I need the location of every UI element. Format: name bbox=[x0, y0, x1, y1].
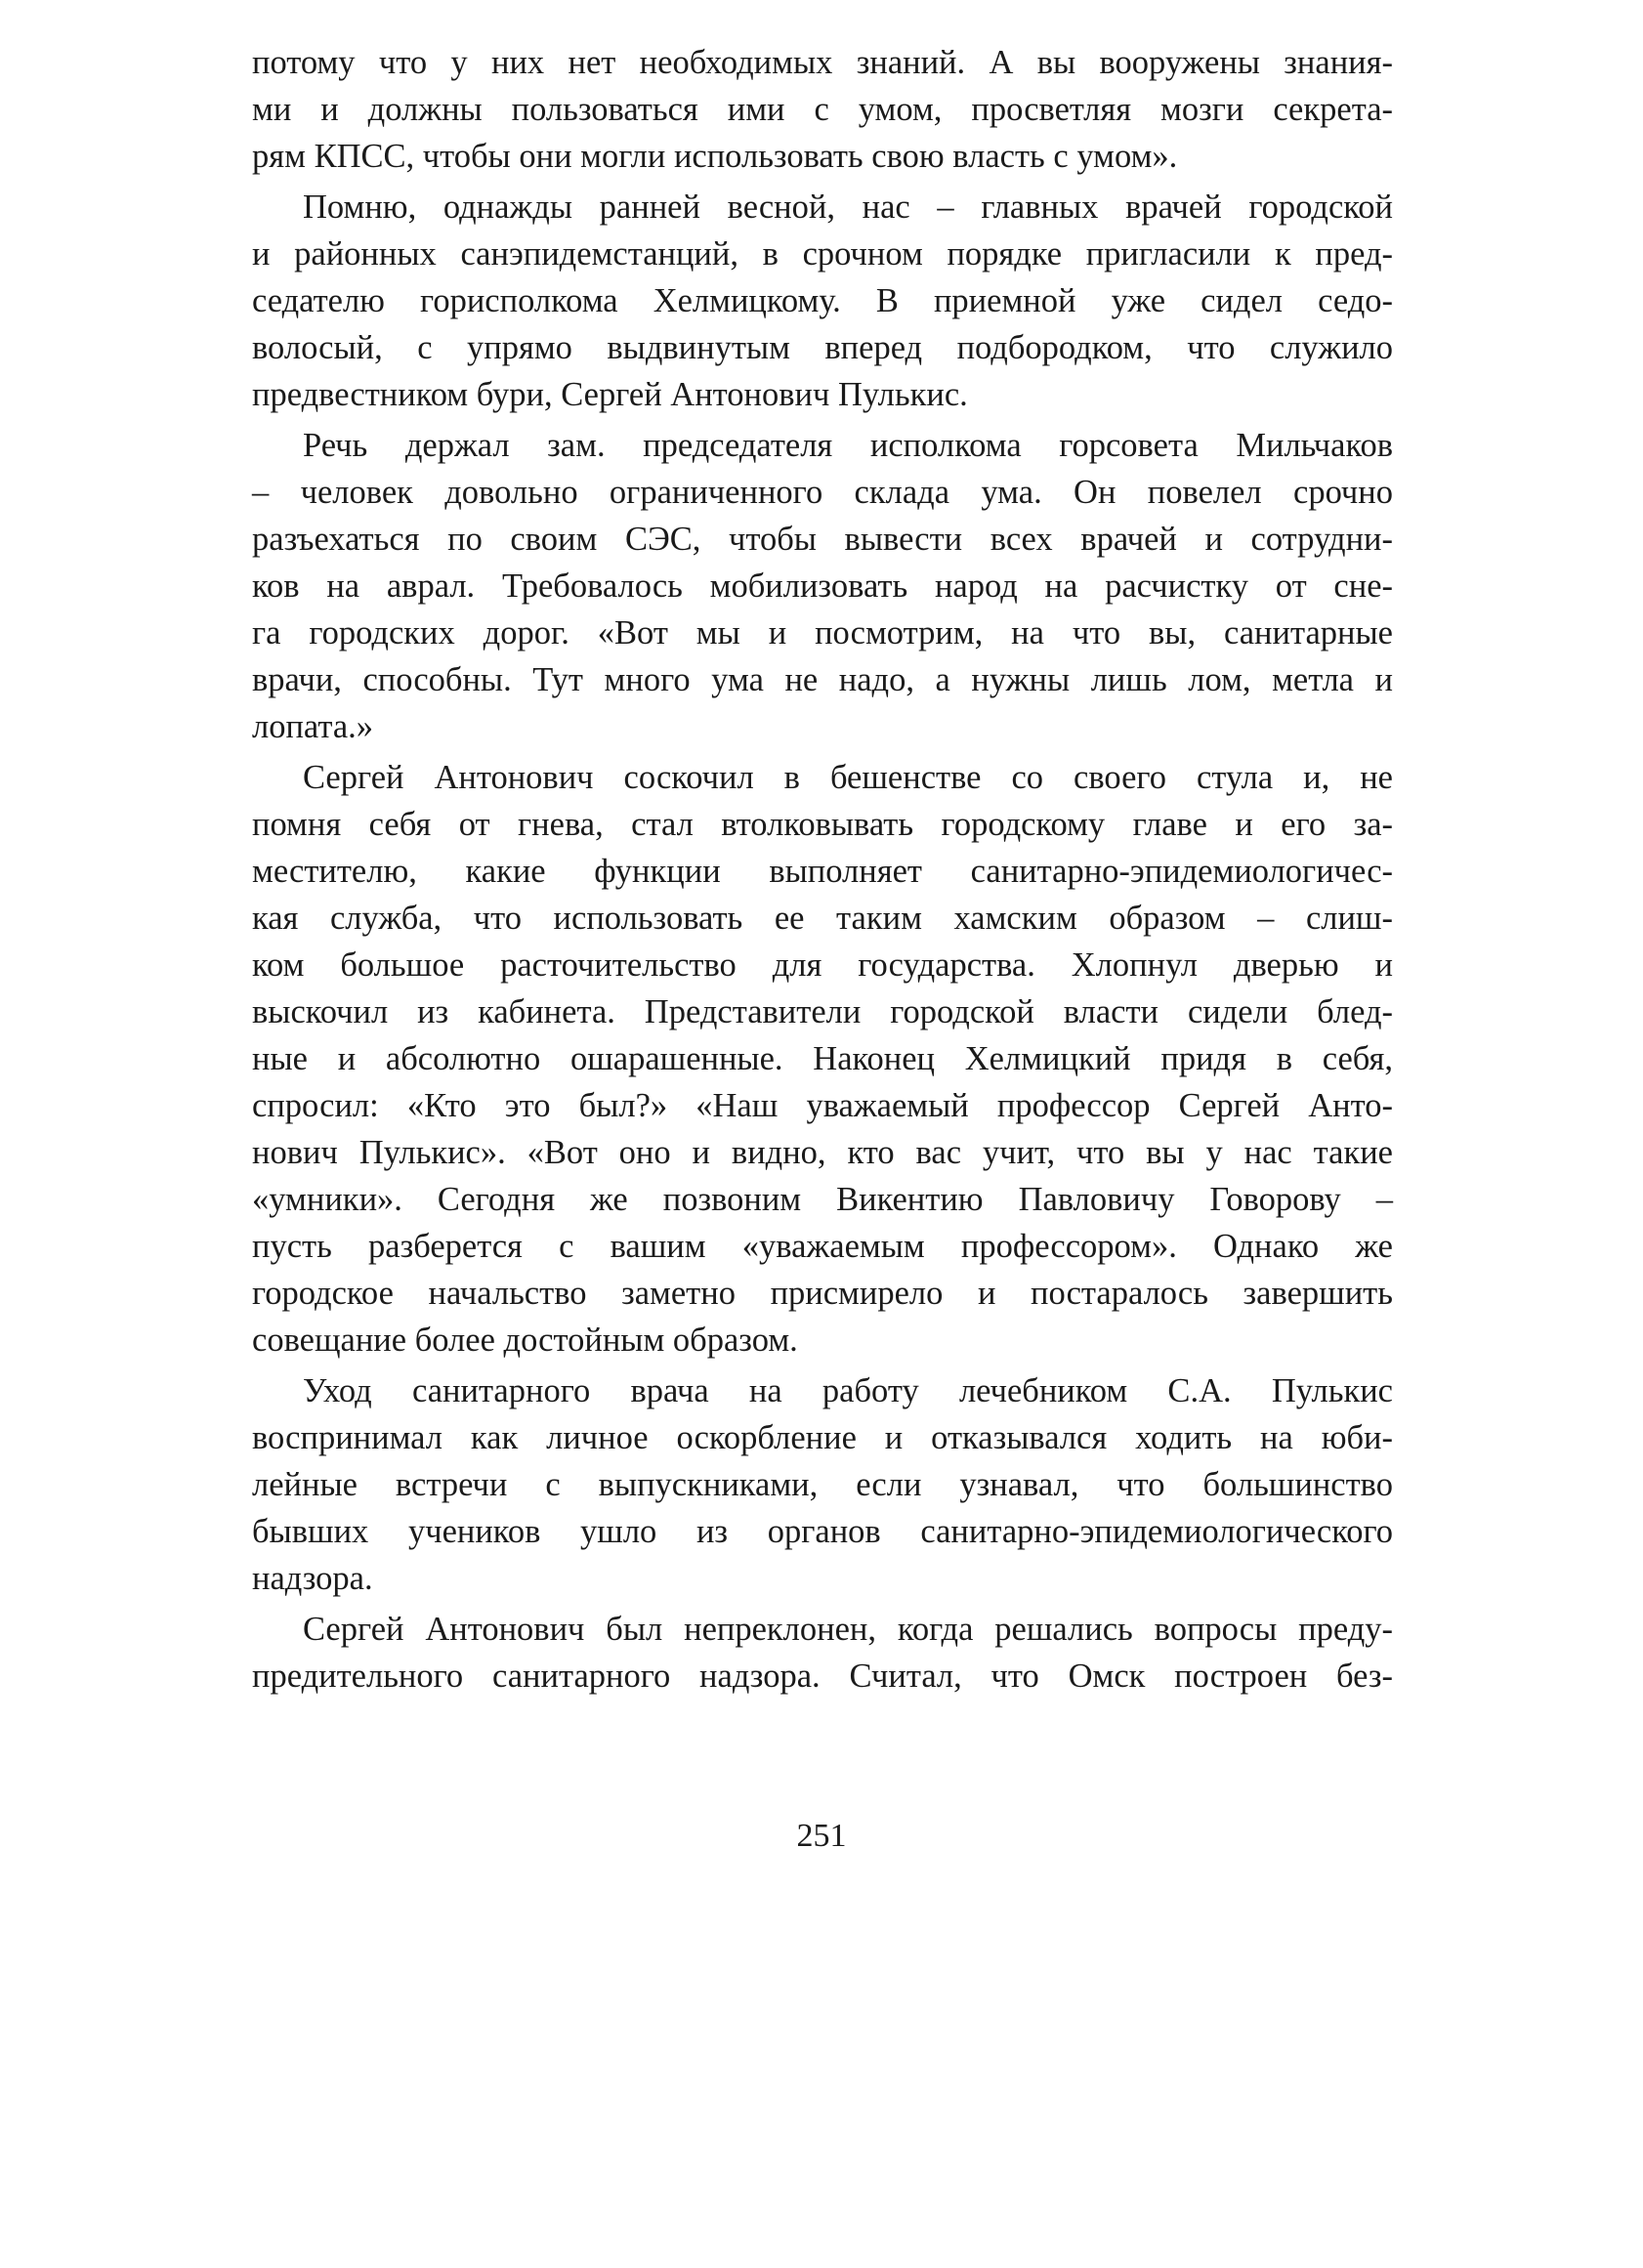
text-line: кая служба, что использовать ее таким хамским образом – слиш- bbox=[252, 900, 1393, 937]
text-line: бывших учеников ушло из органов санитарно-эпидемиологического bbox=[252, 1513, 1393, 1550]
text-line: разъехаться по своим СЭС, чтобы вывести всех врачей и сотрудни- bbox=[252, 521, 1393, 558]
text-line: «умники». Сегодня же позвоним Викентию Павловичу Говорову – bbox=[252, 1181, 1393, 1218]
paragraph bbox=[252, 1606, 1393, 1700]
text-line: предительного санитарного надзора. Считал, что Омск построен без- bbox=[252, 1658, 1393, 1695]
paragraph bbox=[252, 754, 1393, 1364]
paragraph bbox=[252, 39, 1393, 180]
text-line: ков на аврал. Требовалось мобилизовать народ на расчистку от сне- bbox=[252, 567, 1393, 605]
body-text bbox=[252, 39, 1393, 1703]
paragraph bbox=[252, 1367, 1393, 1602]
text-line: седателю горисполкома Хелмицкому. В приемной уже сидел седо- bbox=[252, 282, 1393, 319]
text-line: местителю, какие функции выполняет санитарно-эпидемиологичес- bbox=[252, 853, 1393, 890]
text-line: Речь держал зам. председателя исполкома горсовета Мильчаков bbox=[303, 427, 1393, 464]
text-line: потому что у них нет необходимых знаний. А вы вооружены знания- bbox=[252, 44, 1393, 81]
text-line: – человек довольно ограниченного склада ума. Он повелел срочно bbox=[252, 474, 1393, 511]
text-line: нович Пулькис». «Вот оно и видно, кто вас учит, что вы у нас такие bbox=[252, 1134, 1393, 1171]
text-line: надзора. bbox=[252, 1560, 373, 1597]
text-line: ные и абсолютно ошарашенные. Наконец Хелмицкий придя в себя, bbox=[252, 1040, 1393, 1077]
text-line: Сергей Антонович был непреклонен, когда решались вопросы преду- bbox=[303, 1611, 1393, 1648]
text-line: Уход санитарного врача на работу лечебником С.А. Пулькис bbox=[303, 1372, 1393, 1409]
text-line: лопата.» bbox=[252, 708, 374, 745]
text-line: выскочил из кабинета. Представители городской власти сидели блед- bbox=[252, 993, 1393, 1030]
text-line: воспринимал как личное оскорбление и отказывался ходить на юби- bbox=[252, 1419, 1393, 1456]
text-line: га городских дорог. «Вот мы и посмотрим, на что вы, санитарные bbox=[252, 614, 1393, 651]
text-line: лейные встречи с выпускниками, если узнавал, что большинство bbox=[252, 1466, 1393, 1503]
text-line: и районных санэпидемстанций, в срочном порядке пригласили к пред- bbox=[252, 235, 1393, 273]
text-line: Помню, однажды ранней весной, нас – главных врачей городской bbox=[303, 189, 1393, 226]
paragraph bbox=[252, 184, 1393, 418]
text-line: предвестником бури, Сергей Антонович Пулькис. bbox=[252, 376, 968, 413]
text-line: городское начальство заметно присмирело и постаралось завершить bbox=[252, 1275, 1393, 1312]
text-line: врачи, способны. Тут много ума не надо, а нужны лишь лом, метла и bbox=[252, 661, 1393, 698]
text-line: пусть разберется с вашим «уважаемым профессором». Однако же bbox=[252, 1228, 1393, 1265]
text-line: спросил: «Кто это был?» «Наш уважаемый профессор Сергей Анто- bbox=[252, 1087, 1393, 1124]
text-line: рям КПСС, чтобы они могли использовать свою власть с умом». bbox=[252, 138, 1178, 175]
text-line: ми и должны пользоваться ими с умом, просветляя мозги секрета- bbox=[252, 91, 1393, 128]
page-number: 251 bbox=[796, 1818, 847, 1854]
text-line: совещание более достойным образом. bbox=[252, 1322, 798, 1359]
text-line: помня себя от гнева, стал втолковывать городскому главе и его за- bbox=[252, 806, 1393, 843]
text-line: ком большое расточительство для государства. Хлопнул дверью и bbox=[252, 946, 1393, 984]
paragraph bbox=[252, 422, 1393, 750]
text-line: волосый, с упрямо выдвинутым вперед подбородком, что служило bbox=[252, 329, 1393, 366]
text-line: Сергей Антонович соскочил в бешенстве со своего стула и, не bbox=[303, 759, 1393, 796]
